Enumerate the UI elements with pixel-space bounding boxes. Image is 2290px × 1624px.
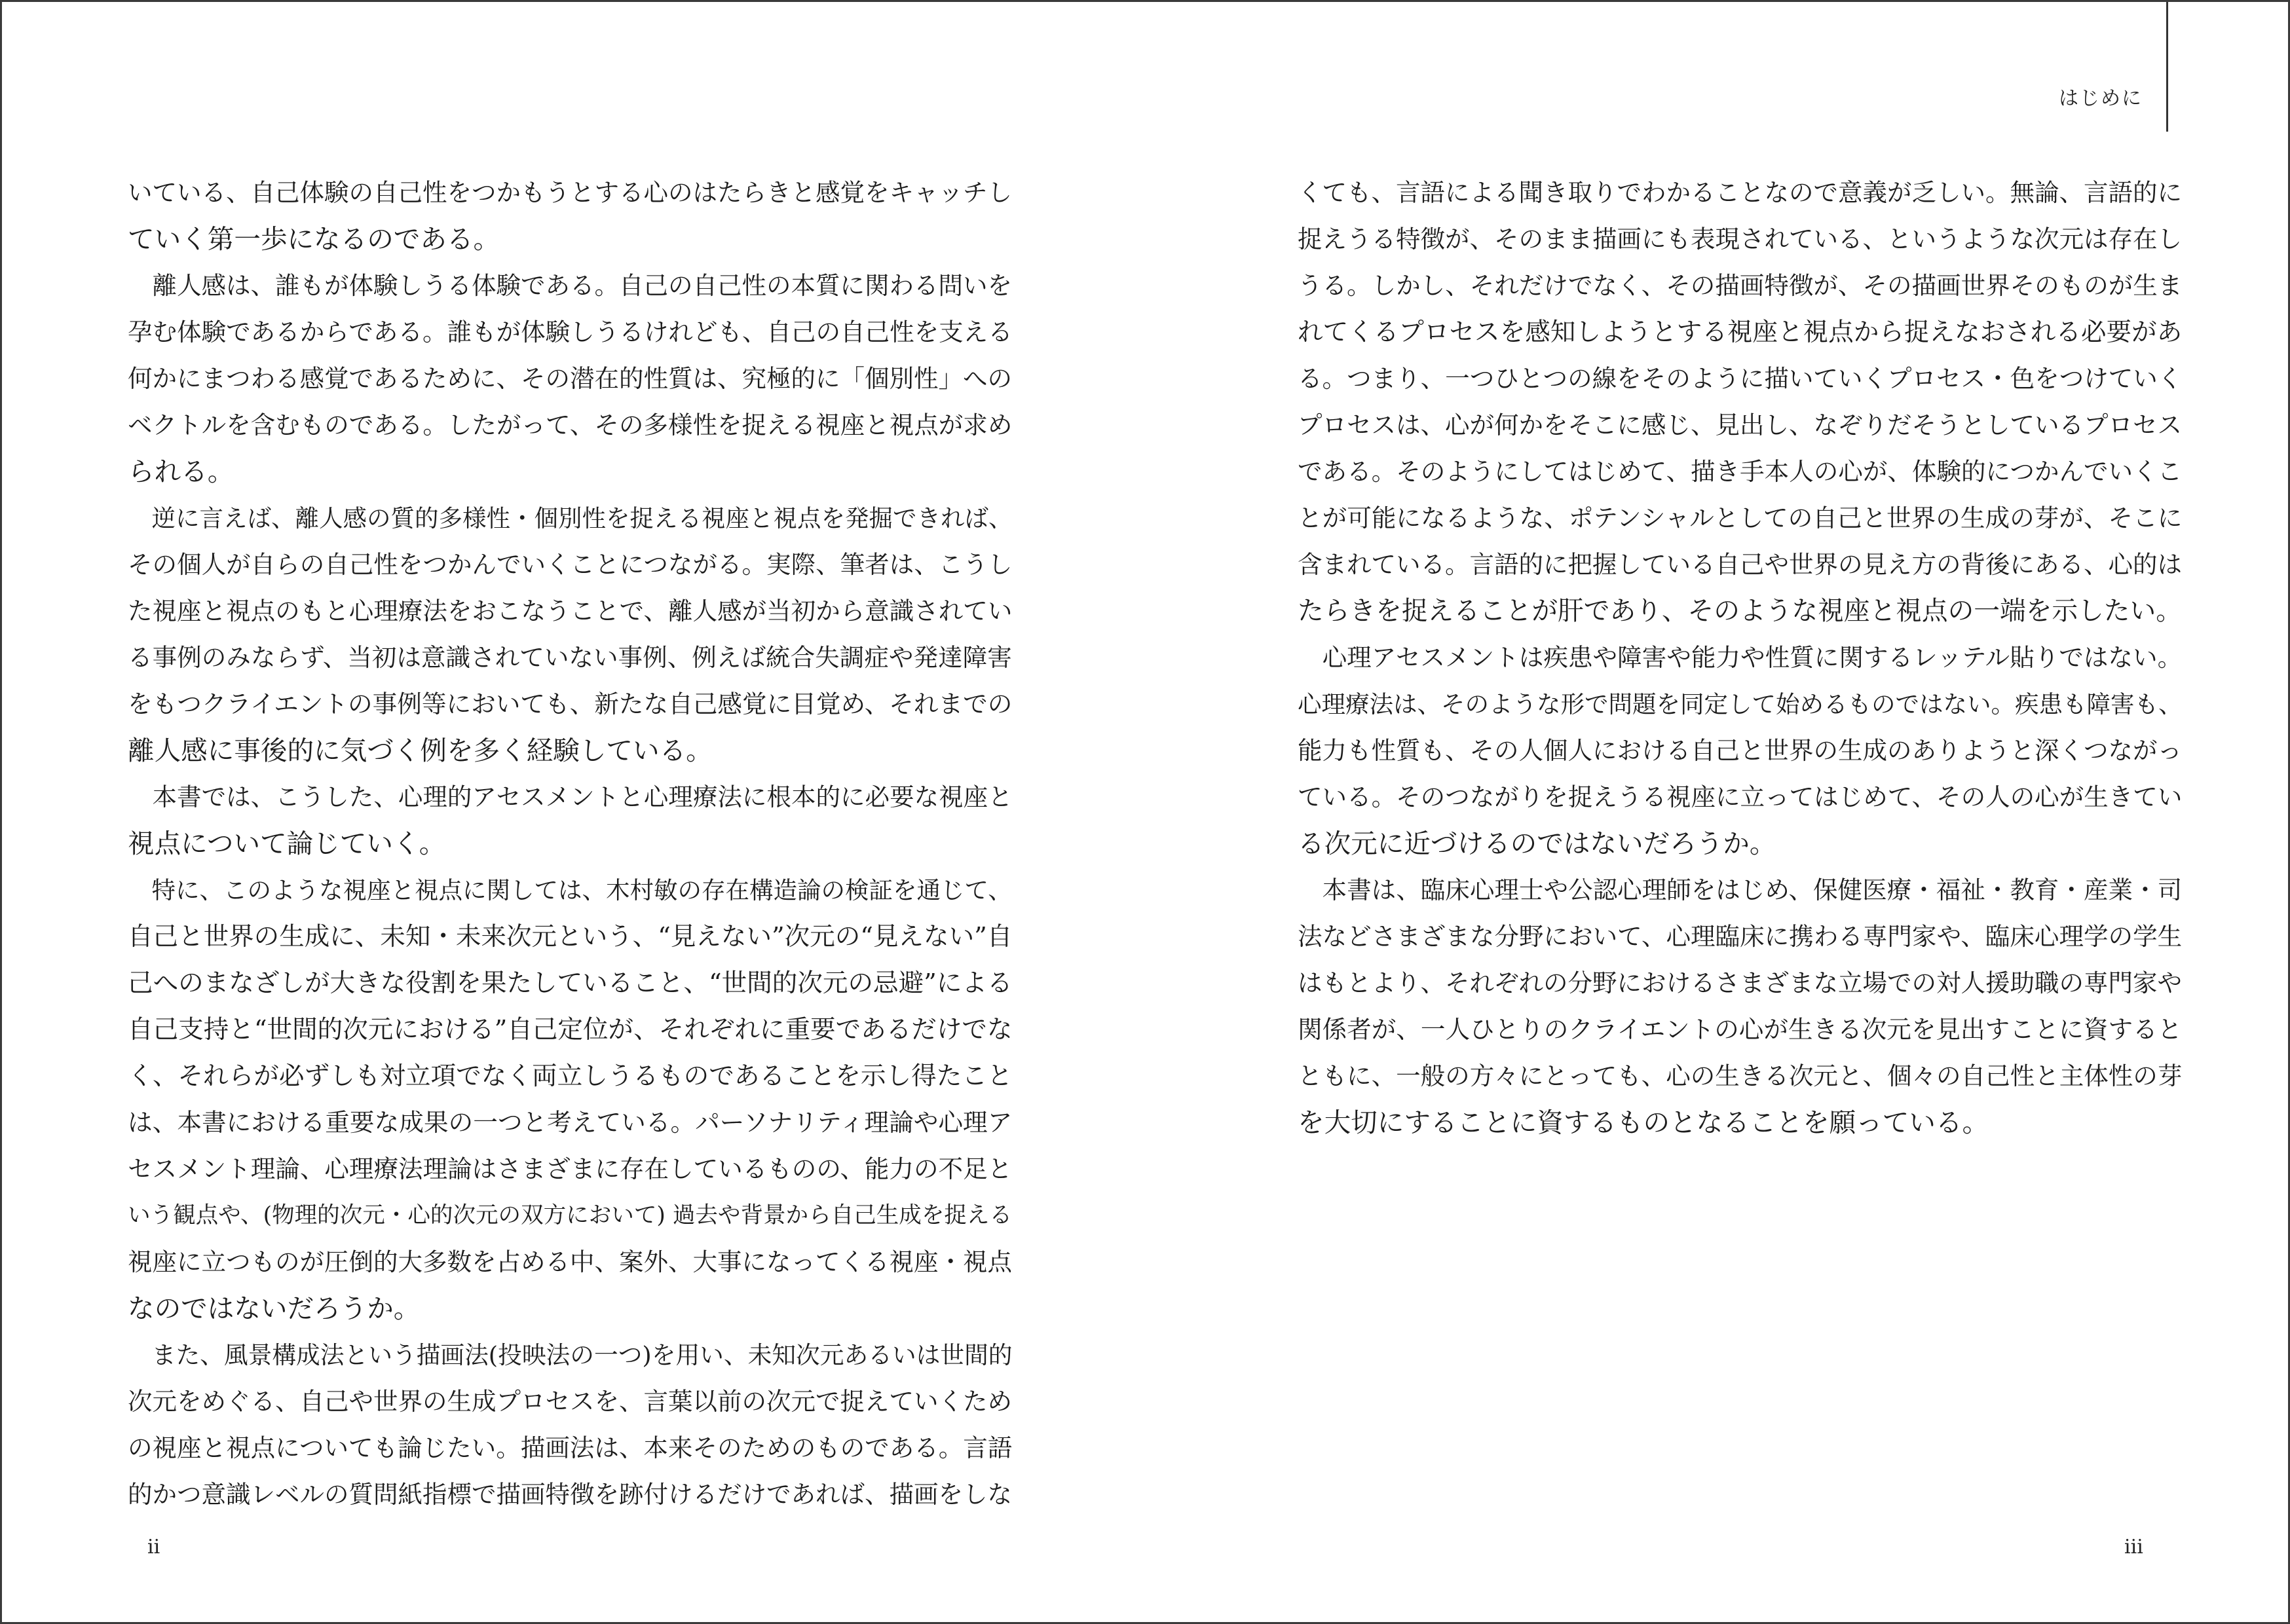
text-line: の視座と視点についても論じたい。描画法は、本来そのためのものである。言語 bbox=[128, 1433, 1013, 1462]
text-line: いう観点や、(物理的次元・心的次元の双方において) 過去や背景から自己生成を捉える bbox=[128, 1202, 1013, 1228]
text-line: く、それらが必ずしも対立項でなく両立しうるものであることを示し得たこと bbox=[128, 1061, 1013, 1091]
page-edge-rule bbox=[2166, 2, 2168, 132]
text-line: プロセスは、心が何かをそこに感じ、見出し、なぞりだそうとしているプロセス bbox=[1298, 411, 2182, 439]
text-line: れてくるプロセスを感知しようとする視座と視点から捉えなおされる必要があ bbox=[1298, 318, 2183, 347]
text-line: なのではないだろうか。 bbox=[128, 1293, 421, 1324]
text-line: ベクトルを含むものである。したがって、その多様性を捉える視座と視点が求め bbox=[128, 411, 1013, 439]
text-line: 捉えうる特徴が、そのまま描画にも表現されている、というような次元は存在し bbox=[1298, 225, 2182, 253]
text-line: うる。しかし、それだけでなく、その描画特徴が、その描画世界そのものが生ま bbox=[1298, 271, 2183, 300]
text-line: 己へのまなざしが大きな役割を果たしていること、“世間的次元の忌避”による bbox=[128, 969, 1013, 998]
text-line: ともに、一般の方々にとっても、心の生きる次元と、個々の自己性と主体性の芽 bbox=[1298, 1061, 2183, 1090]
right-page-number: iii bbox=[2124, 1536, 2143, 1559]
running-head: はじめに bbox=[2059, 87, 2143, 110]
left-page-text bbox=[128, 170, 1012, 1518]
text-line: られる。 bbox=[128, 456, 235, 487]
text-line: る。つまり、一つひとつの線をそのように描いていくプロセス・色をつけていく bbox=[1298, 364, 2183, 393]
text-line: である。そのようにしてはじめて、描き手本人の心が、体験的につかんでいくこ bbox=[1298, 457, 2183, 486]
text-line: 法などさまざまな分野において、心理臨床に携わる専門家や、臨床心理学の学生 bbox=[1298, 922, 2183, 951]
text-line: た視座と視点のもと心理療法をおこなうことで、離人感が当初から意識されてい bbox=[128, 597, 1013, 625]
text-line: 含まれている。言語的に把握している自己や世界の見え方の背後にある、心的は bbox=[1298, 550, 2182, 579]
text-line: くても、言語による聞き取りでわかることなので意義が乏しい。無論、言語的に bbox=[1298, 178, 2182, 207]
text-line: セスメント理論、心理療法理論はさまざまに存在しているものの、能力の不足と bbox=[128, 1154, 1013, 1183]
text-line: ていく第一歩になるのである。 bbox=[128, 223, 500, 255]
text-line: はもとより、それぞれの分野におけるさまざまな立場での対人援助職の専門家や bbox=[1298, 969, 2182, 997]
right-page-text bbox=[1298, 170, 2182, 1146]
text-line: 離人感は、誰もが体験しうる体験である。自己の自己性の本質に関わる問いを bbox=[128, 271, 1012, 300]
text-line: 視点について論じていく。 bbox=[128, 828, 446, 859]
text-line: 自己支持と“世間的次元における”自己定位が、それぞれに重要であるだけでな bbox=[128, 1015, 1013, 1044]
left-page-number: ii bbox=[147, 1536, 160, 1559]
text-line: 逆に言えば、離人感の質的多様性・個別性を捉える視座と視点を発掘できれば、 bbox=[128, 504, 1013, 532]
text-line: 離人感に事後的に気づく例を多く経験している。 bbox=[128, 735, 713, 766]
text-line: 心理療法は、そのような形で問題を同定して始めるものではない。疾患も障害も、 bbox=[1298, 690, 2183, 718]
text-line: また、風景構成法という描画法(投映法の一つ)を用い、未知次元あるいは世間的 bbox=[128, 1341, 1013, 1369]
text-line: その個人が自らの自己性をつかんでいくことにつながる。実際、筆者は、こうし bbox=[128, 550, 1013, 579]
text-line: とが可能になるような、ポテンシャルとしての自己と世界の生成の芽が、そこに bbox=[1298, 504, 2183, 532]
text-line: をもつクライエントの事例等においても、新たな自己感覚に目覚め、それまでの bbox=[128, 690, 1013, 718]
text-line: 特に、このような視座と視点に関しては、木村敏の存在構造論の検証を通じて、 bbox=[128, 876, 1012, 904]
text-line: 次元をめぐる、自己や世界の生成プロセスを、言葉以前の次元で捉えていくため bbox=[128, 1387, 1012, 1416]
text-line: 孕む体験であるからである。誰もが体験しうるけれども、自己の自己性を支える bbox=[128, 318, 1013, 346]
text-line: たらきを捉えることが肝であり、そのような視座と視点の一端を示したい。 bbox=[1298, 596, 2182, 626]
text-line: を大切にすることに資するものとなることを願っている。 bbox=[1298, 1107, 1989, 1138]
text-line: る次元に近づけるのではないだろうか。 bbox=[1298, 828, 1776, 859]
text-line: 能力も性質も、その人個人における自己と世界の生成のありようと深くつながっ bbox=[1298, 736, 2182, 765]
text-line: いている、自己体験の自己性をつかもうとする心のはたらきと感覚をキャッチし bbox=[128, 178, 1012, 207]
text-line: 何かにまつわる感覚であるために、その潜在的性質は、究極的に「個別性」への bbox=[128, 364, 1012, 393]
text-line: 視座に立つものが圧倒的大多数を占める中、案外、大事になってくる視座・視点 bbox=[128, 1247, 1012, 1276]
text-line: 関係者が、一人ひとりのクライエントの心が生きる次元を見出すことに資すると bbox=[1298, 1015, 2183, 1044]
text-line: 本書では、こうした、心理的アセスメントと心理療法に根本的に必要な視座と bbox=[128, 783, 1013, 811]
text-line: 的かつ意識レベルの質問紙指標で描画特徴を跡付けるだけであれば、描画をしな bbox=[128, 1480, 1012, 1509]
text-line: 心理アセスメントは疾患や障害や能力や性質に関するレッテル貼りではない。 bbox=[1298, 643, 2183, 672]
text-line: 本書は、臨床心理士や公認心理師をはじめ、保健医療・福祉・教育・産業・司 bbox=[1298, 876, 2183, 904]
text-line: 自己と世界の生成に、未知・未来次元という、“見えない”次元の“見えない”自 bbox=[128, 922, 1013, 951]
text-line: ている。そのつながりを捉えうる視座に立ってはじめて、その人の心が生きてい bbox=[1298, 783, 2183, 811]
text-line: は、本書における重要な成果の一つと考えている。パーソナリティ理論や心理ア bbox=[128, 1108, 1013, 1137]
text-line: る事例のみならず、当初は意識されていない事例、例えば統合失調症や発達障害 bbox=[128, 643, 1012, 672]
